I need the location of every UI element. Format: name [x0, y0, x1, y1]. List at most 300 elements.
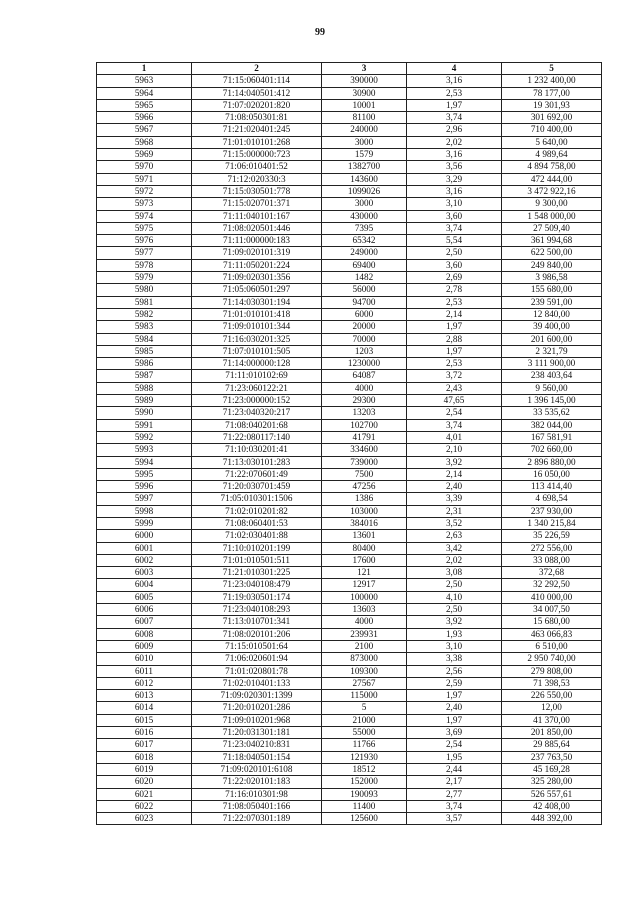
- row-number-cell: 6012: [97, 677, 192, 689]
- rate-cell: 2,77: [407, 788, 502, 800]
- value-cell: 1 548 000,00: [502, 210, 602, 222]
- cadastral-number-cell: 71:01:010101:268: [192, 136, 322, 148]
- rate-cell: 3,92: [407, 616, 502, 628]
- row-number-cell: 5970: [97, 161, 192, 173]
- table-row: [97, 579, 602, 591]
- cadastral-number-cell: 71:02:030401:88: [192, 530, 322, 542]
- table-row: [97, 690, 602, 702]
- value-cell: 4 894 758,00: [502, 161, 602, 173]
- row-number-cell: 5973: [97, 198, 192, 210]
- table-row: [97, 284, 602, 296]
- area-cell: 121: [322, 567, 407, 579]
- cadastral-number-cell: 71:23:040210:831: [192, 739, 322, 751]
- value-cell: 3 472 922,16: [502, 185, 602, 197]
- area-cell: 94700: [322, 296, 407, 308]
- area-cell: 125600: [322, 813, 407, 825]
- value-cell: 33 088,00: [502, 554, 602, 566]
- row-number-cell: 6014: [97, 702, 192, 714]
- cadastral-number-cell: 71:15:010501:64: [192, 640, 322, 652]
- area-cell: 1382700: [322, 161, 407, 173]
- rate-cell: 2,69: [407, 272, 502, 284]
- area-cell: 1099026: [322, 185, 407, 197]
- row-number-cell: 6007: [97, 616, 192, 628]
- row-number-cell: 5993: [97, 444, 192, 456]
- area-cell: 430000: [322, 210, 407, 222]
- value-cell: 526 557,61: [502, 788, 602, 800]
- row-number-cell: 5994: [97, 456, 192, 468]
- table-row: [97, 640, 602, 652]
- row-number-cell: 5982: [97, 308, 192, 320]
- rate-cell: 3,10: [407, 198, 502, 210]
- value-cell: 155 680,00: [502, 284, 602, 296]
- value-cell: 9 300,00: [502, 198, 602, 210]
- row-number-cell: 5969: [97, 149, 192, 161]
- cadastral-number-cell: 71:15:030501:778: [192, 185, 322, 197]
- value-cell: 249 840,00: [502, 259, 602, 271]
- rate-cell: 2,43: [407, 382, 502, 394]
- cadastral-number-cell: 71:19:030501:174: [192, 591, 322, 603]
- value-cell: 41 370,00: [502, 714, 602, 726]
- table-row: [97, 99, 602, 111]
- rate-cell: 1,97: [407, 99, 502, 111]
- value-cell: 702 660,00: [502, 444, 602, 456]
- cadastral-number-cell: 71:09:020301:356: [192, 272, 322, 284]
- cadastral-number-cell: 71:05:010301:1506: [192, 493, 322, 505]
- cadastral-number-cell: 71:09:020301:1399: [192, 690, 322, 702]
- value-cell: 279 808,00: [502, 665, 602, 677]
- cadastral-number-cell: 71:01:010101:418: [192, 308, 322, 320]
- rate-cell: 2,78: [407, 284, 502, 296]
- value-cell: 201 850,00: [502, 727, 602, 739]
- page-number: 99: [315, 27, 325, 38]
- row-number-cell: 6015: [97, 714, 192, 726]
- area-cell: 80400: [322, 542, 407, 554]
- cadastral-number-cell: 71:23:040108:479: [192, 579, 322, 591]
- value-cell: 382 044,00: [502, 419, 602, 431]
- column-header-number: 1: [97, 63, 192, 75]
- rate-cell: 1,97: [407, 690, 502, 702]
- cadastral-number-cell: 71:09:010201:968: [192, 714, 322, 726]
- table-row: [97, 739, 602, 751]
- rate-cell: 5,54: [407, 235, 502, 247]
- table-row: [97, 665, 602, 677]
- value-cell: 1 340 215,84: [502, 517, 602, 529]
- area-cell: 12917: [322, 579, 407, 591]
- area-cell: 143600: [322, 173, 407, 185]
- table-header: [97, 63, 602, 75]
- row-number-cell: 5964: [97, 87, 192, 99]
- cadastral-number-cell: 71:15:060401:114: [192, 75, 322, 87]
- cadastral-number-cell: 71:09:020101:319: [192, 247, 322, 259]
- value-cell: 19 301,93: [502, 99, 602, 111]
- row-number-cell: 6008: [97, 628, 192, 640]
- cadastral-number-cell: 71:20:031301:181: [192, 727, 322, 739]
- value-cell: 9 560,00: [502, 382, 602, 394]
- row-number-cell: 5991: [97, 419, 192, 431]
- table-row: [97, 124, 602, 136]
- area-cell: 13203: [322, 407, 407, 419]
- cadastral-number-cell: 71:15:020701:371: [192, 198, 322, 210]
- value-cell: 1 232 400,00: [502, 75, 602, 87]
- table-row: [97, 247, 602, 259]
- rate-cell: 2,50: [407, 247, 502, 259]
- area-cell: 65342: [322, 235, 407, 247]
- area-cell: 1386: [322, 493, 407, 505]
- area-cell: 390000: [322, 75, 407, 87]
- row-number-cell: 5975: [97, 222, 192, 234]
- rate-cell: 2,53: [407, 358, 502, 370]
- value-cell: 410 000,00: [502, 591, 602, 603]
- rate-cell: 2,63: [407, 530, 502, 542]
- cadastral-number-cell: 71:11:050201:224: [192, 259, 322, 271]
- rate-cell: 3,74: [407, 800, 502, 812]
- value-cell: 12,00: [502, 702, 602, 714]
- table-row: [97, 308, 602, 320]
- row-number-cell: 6013: [97, 690, 192, 702]
- area-cell: 109300: [322, 665, 407, 677]
- area-cell: 7395: [322, 222, 407, 234]
- area-cell: 56000: [322, 284, 407, 296]
- value-cell: 237 763,50: [502, 751, 602, 763]
- rate-cell: 3,16: [407, 185, 502, 197]
- rate-cell: 2,88: [407, 333, 502, 345]
- value-cell: 3 986,58: [502, 272, 602, 284]
- rate-cell: 3,29: [407, 173, 502, 185]
- row-number-cell: 5984: [97, 333, 192, 345]
- table-row: [97, 653, 602, 665]
- table-row: [97, 616, 602, 628]
- rate-cell: 3,57: [407, 813, 502, 825]
- table-row: [97, 776, 602, 788]
- table-row: [97, 222, 602, 234]
- rate-cell: 2,40: [407, 702, 502, 714]
- rate-cell: 2,14: [407, 468, 502, 480]
- value-cell: 2 950 740,00: [502, 653, 602, 665]
- value-cell: 42 408,00: [502, 800, 602, 812]
- cadastral-number-cell: 71:10:010201:199: [192, 542, 322, 554]
- cadastral-number-cell: 71:11:040101:167: [192, 210, 322, 222]
- rate-cell: 3,92: [407, 456, 502, 468]
- table-row: [97, 628, 602, 640]
- row-number-cell: 5983: [97, 321, 192, 333]
- table-row: [97, 431, 602, 443]
- column-header-cadastral: 2: [192, 63, 322, 75]
- value-cell: 237 930,00: [502, 505, 602, 517]
- rate-cell: 3,08: [407, 567, 502, 579]
- rate-cell: 2,54: [407, 739, 502, 751]
- row-number-cell: 5980: [97, 284, 192, 296]
- cadastral-number-cell: 71:09:020101:6108: [192, 763, 322, 775]
- cadastral-number-cell: 71:08:050301:81: [192, 112, 322, 124]
- table-row: [97, 542, 602, 554]
- value-cell: 29 885,64: [502, 739, 602, 751]
- value-cell: 448 392,00: [502, 813, 602, 825]
- row-number-cell: 6000: [97, 530, 192, 542]
- table-row: [97, 800, 602, 812]
- rate-cell: 2,40: [407, 481, 502, 493]
- area-cell: 18512: [322, 763, 407, 775]
- cadastral-number-cell: 71:01:010501:511: [192, 554, 322, 566]
- cadastral-number-cell: 71:18:040501:154: [192, 751, 322, 763]
- cadastral-number-cell: 71:23:040108:293: [192, 604, 322, 616]
- area-cell: 10001: [322, 99, 407, 111]
- area-cell: 3000: [322, 136, 407, 148]
- rate-cell: 3,69: [407, 727, 502, 739]
- cadastral-number-cell: 71:08:050401:166: [192, 800, 322, 812]
- cadastral-number-cell: 71:10:030201:41: [192, 444, 322, 456]
- cadastral-number-cell: 71:22:070301:189: [192, 813, 322, 825]
- area-cell: 240000: [322, 124, 407, 136]
- table-row: [97, 468, 602, 480]
- table-row: [97, 677, 602, 689]
- cadastral-number-cell: 71:23:000000:152: [192, 395, 322, 407]
- row-number-cell: 6021: [97, 788, 192, 800]
- cadastral-number-cell: 71:23:060122:21: [192, 382, 322, 394]
- area-cell: 100000: [322, 591, 407, 603]
- row-number-cell: 5974: [97, 210, 192, 222]
- column-header-rate: 4: [407, 63, 502, 75]
- rate-cell: 2,17: [407, 776, 502, 788]
- row-number-cell: 6016: [97, 727, 192, 739]
- area-cell: 5: [322, 702, 407, 714]
- table-row: [97, 567, 602, 579]
- row-number-cell: 6010: [97, 653, 192, 665]
- cadastral-number-cell: 71:08:020501:446: [192, 222, 322, 234]
- table-row: [97, 604, 602, 616]
- rate-cell: 1,97: [407, 714, 502, 726]
- cadastral-number-cell: 71:09:010101:344: [192, 321, 322, 333]
- value-cell: 71 398,53: [502, 677, 602, 689]
- area-cell: 64087: [322, 370, 407, 382]
- table-body: [97, 75, 602, 825]
- table-row: [97, 296, 602, 308]
- cadastral-number-cell: 71:22:020101:183: [192, 776, 322, 788]
- row-number-cell: 5997: [97, 493, 192, 505]
- rate-cell: 2,53: [407, 87, 502, 99]
- area-cell: 334600: [322, 444, 407, 456]
- rate-cell: 3,74: [407, 112, 502, 124]
- value-cell: 226 550,00: [502, 690, 602, 702]
- area-cell: 121930: [322, 751, 407, 763]
- area-cell: 47256: [322, 481, 407, 493]
- cadastral-number-cell: 71:14:040501:412: [192, 87, 322, 99]
- row-number-cell: 6018: [97, 751, 192, 763]
- table-row: [97, 136, 602, 148]
- cadastral-number-cell: 71:08:060401:53: [192, 517, 322, 529]
- table-row: [97, 714, 602, 726]
- cadastral-number-cell: 71:20:030701:459: [192, 481, 322, 493]
- value-cell: 361 994,68: [502, 235, 602, 247]
- area-cell: 41791: [322, 431, 407, 443]
- row-number-cell: 5981: [97, 296, 192, 308]
- table-row: [97, 554, 602, 566]
- row-number-cell: 5965: [97, 99, 192, 111]
- rate-cell: 2,50: [407, 579, 502, 591]
- value-cell: 239 591,00: [502, 296, 602, 308]
- area-cell: 3000: [322, 198, 407, 210]
- rate-cell: 4,01: [407, 431, 502, 443]
- area-cell: 1203: [322, 345, 407, 357]
- table-row: [97, 345, 602, 357]
- area-cell: 29300: [322, 395, 407, 407]
- rate-cell: 3,56: [407, 161, 502, 173]
- value-cell: 472 444,00: [502, 173, 602, 185]
- value-cell: 15 680,00: [502, 616, 602, 628]
- rate-cell: 2,50: [407, 604, 502, 616]
- table-row: [97, 481, 602, 493]
- table-row: [97, 198, 602, 210]
- rate-cell: 1,95: [407, 751, 502, 763]
- row-number-cell: 5978: [97, 259, 192, 271]
- row-number-cell: 5977: [97, 247, 192, 259]
- table-row: [97, 419, 602, 431]
- rate-cell: 3,74: [407, 419, 502, 431]
- cadastral-number-cell: 71:16:010301:98: [192, 788, 322, 800]
- row-number-cell: 5996: [97, 481, 192, 493]
- value-cell: 167 581,91: [502, 431, 602, 443]
- value-cell: 5 640,00: [502, 136, 602, 148]
- rate-cell: 2,59: [407, 677, 502, 689]
- rate-cell: 2,14: [407, 308, 502, 320]
- table-row: [97, 358, 602, 370]
- value-cell: 34 007,50: [502, 604, 602, 616]
- area-cell: 115000: [322, 690, 407, 702]
- rate-cell: 2,54: [407, 407, 502, 419]
- cadastral-number-cell: 71:21:010301:225: [192, 567, 322, 579]
- column-header-area: 3: [322, 63, 407, 75]
- area-cell: 4000: [322, 382, 407, 394]
- area-cell: 2100: [322, 640, 407, 652]
- row-number-cell: 6017: [97, 739, 192, 751]
- row-number-cell: 5989: [97, 395, 192, 407]
- area-cell: 81100: [322, 112, 407, 124]
- area-cell: 69400: [322, 259, 407, 271]
- row-number-cell: 6003: [97, 567, 192, 579]
- cadastral-number-cell: 71:16:030201:325: [192, 333, 322, 345]
- value-cell: 2 321,79: [502, 345, 602, 357]
- area-cell: 190093: [322, 788, 407, 800]
- value-cell: 463 066,83: [502, 628, 602, 640]
- rate-cell: 2,02: [407, 136, 502, 148]
- cadastral-number-cell: 71:11:010102:69: [192, 370, 322, 382]
- value-cell: 372,68: [502, 567, 602, 579]
- value-cell: 78 177,00: [502, 87, 602, 99]
- table-row: [97, 751, 602, 763]
- value-cell: 2 896 880,00: [502, 456, 602, 468]
- row-number-cell: 6002: [97, 554, 192, 566]
- cadastral-number-cell: 71:23:040320:217: [192, 407, 322, 419]
- row-number-cell: 5988: [97, 382, 192, 394]
- table-row: [97, 173, 602, 185]
- row-number-cell: 6009: [97, 640, 192, 652]
- table-row: [97, 185, 602, 197]
- cadastral-number-cell: 71:01:020801:78: [192, 665, 322, 677]
- rate-cell: 3,16: [407, 149, 502, 161]
- rate-cell: 3,42: [407, 542, 502, 554]
- value-cell: 33 535,62: [502, 407, 602, 419]
- value-cell: 12 840,00: [502, 308, 602, 320]
- row-number-cell: 6023: [97, 813, 192, 825]
- area-cell: 1482: [322, 272, 407, 284]
- table-row: [97, 235, 602, 247]
- rate-cell: 1,93: [407, 628, 502, 640]
- rate-cell: 3,38: [407, 653, 502, 665]
- value-cell: 39 400,00: [502, 321, 602, 333]
- rate-cell: 3,72: [407, 370, 502, 382]
- area-cell: 55000: [322, 727, 407, 739]
- cadastral-number-cell: 71:05:060501:297: [192, 284, 322, 296]
- value-cell: 238 403,64: [502, 370, 602, 382]
- row-number-cell: 6005: [97, 591, 192, 603]
- area-cell: 152000: [322, 776, 407, 788]
- area-cell: 384016: [322, 517, 407, 529]
- rate-cell: 2,02: [407, 554, 502, 566]
- rate-cell: 3,39: [407, 493, 502, 505]
- value-cell: 113 414,40: [502, 481, 602, 493]
- row-number-cell: 5967: [97, 124, 192, 136]
- rate-cell: 1,97: [407, 345, 502, 357]
- row-number-cell: 5972: [97, 185, 192, 197]
- table-row: [97, 591, 602, 603]
- table-row: [97, 149, 602, 161]
- table-row: [97, 813, 602, 825]
- value-cell: 4 698,54: [502, 493, 602, 505]
- table-row: [97, 407, 602, 419]
- value-cell: 3 111 900,00: [502, 358, 602, 370]
- cadastral-number-cell: 71:06:010401:52: [192, 161, 322, 173]
- row-number-cell: 6019: [97, 763, 192, 775]
- rate-cell: 3,60: [407, 210, 502, 222]
- table-row: [97, 505, 602, 517]
- row-number-cell: 5963: [97, 75, 192, 87]
- value-cell: 35 226,59: [502, 530, 602, 542]
- value-cell: 272 556,00: [502, 542, 602, 554]
- row-number-cell: 5979: [97, 272, 192, 284]
- cadastral-number-cell: 71:02:010401:133: [192, 677, 322, 689]
- table-row: [97, 321, 602, 333]
- rate-cell: 3,16: [407, 75, 502, 87]
- area-cell: 20000: [322, 321, 407, 333]
- area-cell: 13603: [322, 604, 407, 616]
- rate-cell: 2,56: [407, 665, 502, 677]
- table-row: [97, 75, 602, 87]
- table-row: [97, 382, 602, 394]
- row-number-cell: 5990: [97, 407, 192, 419]
- row-number-cell: 5995: [97, 468, 192, 480]
- cadastral-number-cell: 71:11:000000:183: [192, 235, 322, 247]
- value-cell: 45 169,28: [502, 763, 602, 775]
- row-number-cell: 5976: [97, 235, 192, 247]
- row-number-cell: 5966: [97, 112, 192, 124]
- area-cell: 70000: [322, 333, 407, 345]
- header-row: [97, 63, 602, 75]
- rate-cell: 2,10: [407, 444, 502, 456]
- value-cell: 32 292,50: [502, 579, 602, 591]
- cadastral-number-cell: 71:12:020330:3: [192, 173, 322, 185]
- table-row: [97, 161, 602, 173]
- row-number-cell: 5992: [97, 431, 192, 443]
- cadastral-number-cell: 71:14:030301:194: [192, 296, 322, 308]
- cadastral-number-cell: 71:13:010701:341: [192, 616, 322, 628]
- value-cell: 201 600,00: [502, 333, 602, 345]
- row-number-cell: 6011: [97, 665, 192, 677]
- cadastral-number-cell: 71:02:010201:82: [192, 505, 322, 517]
- table-row: [97, 333, 602, 345]
- area-cell: 873000: [322, 653, 407, 665]
- area-cell: 21000: [322, 714, 407, 726]
- rate-cell: 4,10: [407, 591, 502, 603]
- area-cell: 30900: [322, 87, 407, 99]
